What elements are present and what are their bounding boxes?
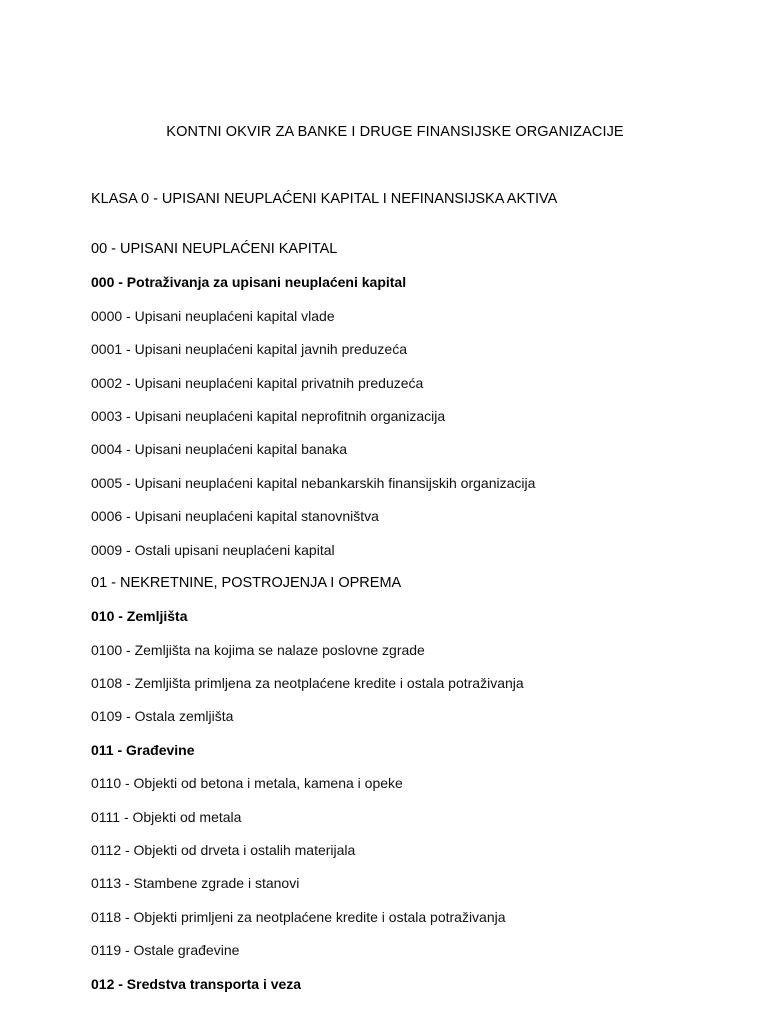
analytic-account: 0006 - Upisani neuplaćeni kapital stanovništva	[91, 508, 379, 525]
analytic-account: 0111 - Objekti od metala	[91, 808, 242, 825]
analytic-account: 0100 - Zemljišta na kojima se nalaze poslovne zgrade	[91, 641, 425, 658]
analytic-account: 0009 - Ostali upisani neuplaćeni kapital	[91, 541, 335, 558]
synthetic-account: 000 - Potraživanja za upisani neuplaćeni kapital	[91, 274, 407, 291]
analytic-account: 0001 - Upisani neuplaćeni kapital javnih preduzeća	[91, 341, 407, 358]
analytic-account: 0000 - Upisani neuplaćeni kapital vlade	[91, 307, 335, 324]
analytic-account: 0004 - Upisani neuplaćeni kapital banaka	[91, 441, 348, 458]
analytic-account: 0113 - Stambene zgrade i stanovi	[91, 875, 300, 892]
synthetic-account: 012 - Sredstva transporta i veza	[91, 975, 302, 992]
analytic-account: 0119 - Ostale građevine	[91, 942, 240, 959]
account-group-heading: 00 - UPISANI NEUPLAĆENI KAPITAL	[91, 241, 338, 257]
account-group-heading: 01 - NEKRETNINE, POSTROJENJA I OPREMA	[91, 574, 402, 591]
synthetic-account: 011 - Građevine	[91, 741, 195, 758]
analytic-account: 0110 - Objekti od betona i metala, kamena i opeke	[91, 775, 403, 792]
class-heading: KLASA 0 - UPISANI NEUPLAĆENI KAPITAL I NEFINANSIJSKA AKTIVA	[91, 191, 558, 207]
analytic-account: 0118 - Objekti primljeni za neotplaćene kredite i ostala potraživanja	[91, 908, 506, 925]
document-title: KONTNI OKVIR ZA BANKE I DRUGE FINANSIJSKE ORGANIZACIJE	[166, 124, 624, 140]
analytic-account: 0002 - Upisani neuplaćeni kapital privatnih preduzeća	[91, 374, 424, 391]
analytic-account: 0003 - Upisani neuplaćeni kapital neprofitnih organizacija	[91, 407, 446, 424]
synthetic-account: 010 - Zemljišta	[91, 608, 188, 625]
analytic-account: 0108 - Zemljišta primljena za neotplaćene kredite i ostala potraživanja	[91, 675, 524, 692]
analytic-account: 0112 - Objekti od drveta i ostalih materijala	[91, 842, 356, 859]
account-list	[91, 240, 535, 1008]
analytic-account: 0005 - Upisani neuplaćeni kapital nebankarskih finansijskih organizacija	[91, 474, 536, 491]
analytic-account: 0109 - Ostala zemljišta	[91, 708, 234, 725]
